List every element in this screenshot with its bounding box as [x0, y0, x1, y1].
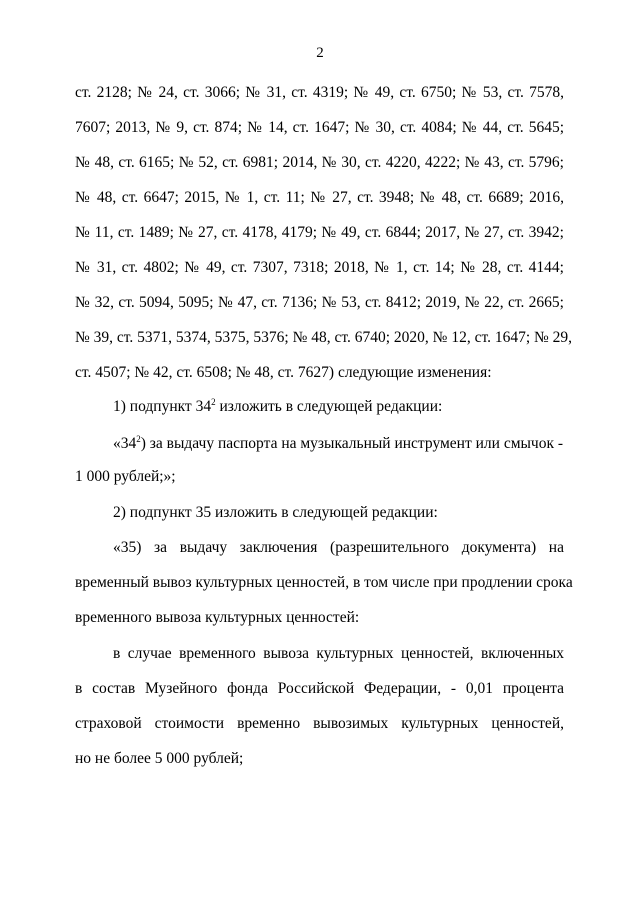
case-1-line-3: страховой стоимости временно вывозимых культурных ценностей,: [75, 715, 564, 732]
body-line-8: № 39, ст. 5371, 5374, 5375, 5376; № 48, ст. 6740; 2020, № 12, ст. 1647; № 29,: [75, 329, 573, 346]
case-1-line-1: в случае временного вывоза культурных ценностей, включенных: [113, 645, 564, 662]
case-1-line-2: в состав Музейного фонда Российской Федерации, - 0,01 процента: [75, 680, 564, 697]
item-1-text-sup: 2: [136, 434, 141, 444]
body-line-3: № 48, ст. 6165; № 52, ст. 6981; 2014, № 30, ст. 4220, 4222; № 43, ст. 5796;: [75, 154, 564, 171]
item-1-heading: [113, 396, 442, 418]
item-1-text-cont: 1 000 рублей;»;: [75, 468, 176, 485]
item-1-post: изложить в следующей редакции:: [215, 398, 443, 415]
item-2-text-line-2: временный вывоз культурных ценностей, в том числе при продлении срока: [75, 574, 573, 591]
item-1-text: [113, 433, 564, 455]
case-1-line-4: но не более 5 000 рублей;: [75, 750, 244, 767]
body-line-7: № 32, ст. 5094, 5095; № 47, ст. 7136; № 53, ст. 8412; 2019, № 22, ст. 2665;: [75, 294, 564, 311]
item-2-text-line-1: «35) за выдачу заключения (разрешительного документа) на: [113, 539, 564, 556]
page-number: 2: [316, 45, 324, 61]
body-line-6: № 31, ст. 4802; № 49, ст. 7307, 7318; 2018, № 1, ст. 14; № 28, ст. 4144;: [75, 259, 564, 276]
body-line-5: № 11, ст. 1489; № 27, ст. 4178, 4179; № 49, ст. 6844; 2017, № 27, ст. 3942;: [75, 224, 564, 241]
body-line-2: 7607; 2013, № 9, ст. 874; № 14, ст. 1647; № 30, ст. 4084; № 44, ст. 5645;: [75, 119, 564, 136]
body-line-9: ст. 4507; № 42, ст. 6508; № 48, ст. 7627) следующие изменения:: [75, 364, 492, 381]
item-1-sup: 2: [211, 397, 216, 407]
item-1-text-pre: «34: [113, 435, 137, 452]
item-2-text-line-3: временного вывоза культурных ценностей:: [75, 609, 360, 626]
body-line-4: № 48, ст. 6647; 2015, № 1, ст. 11; № 27, ст. 3948; № 48, ст. 6689; 2016,: [75, 189, 564, 206]
body-line-1: ст. 2128; № 24, ст. 3066; № 31, ст. 4319; № 49, ст. 6750; № 53, ст. 7578,: [75, 84, 564, 101]
item-1-text-post: ) за выдачу паспорта на музыкальный инструмент или смычок -: [140, 435, 564, 452]
item-2-heading: 2) подпункт 35 изложить в следующей редакции:: [113, 504, 438, 521]
item-1-pre: 1) подпункт 34: [113, 398, 212, 415]
